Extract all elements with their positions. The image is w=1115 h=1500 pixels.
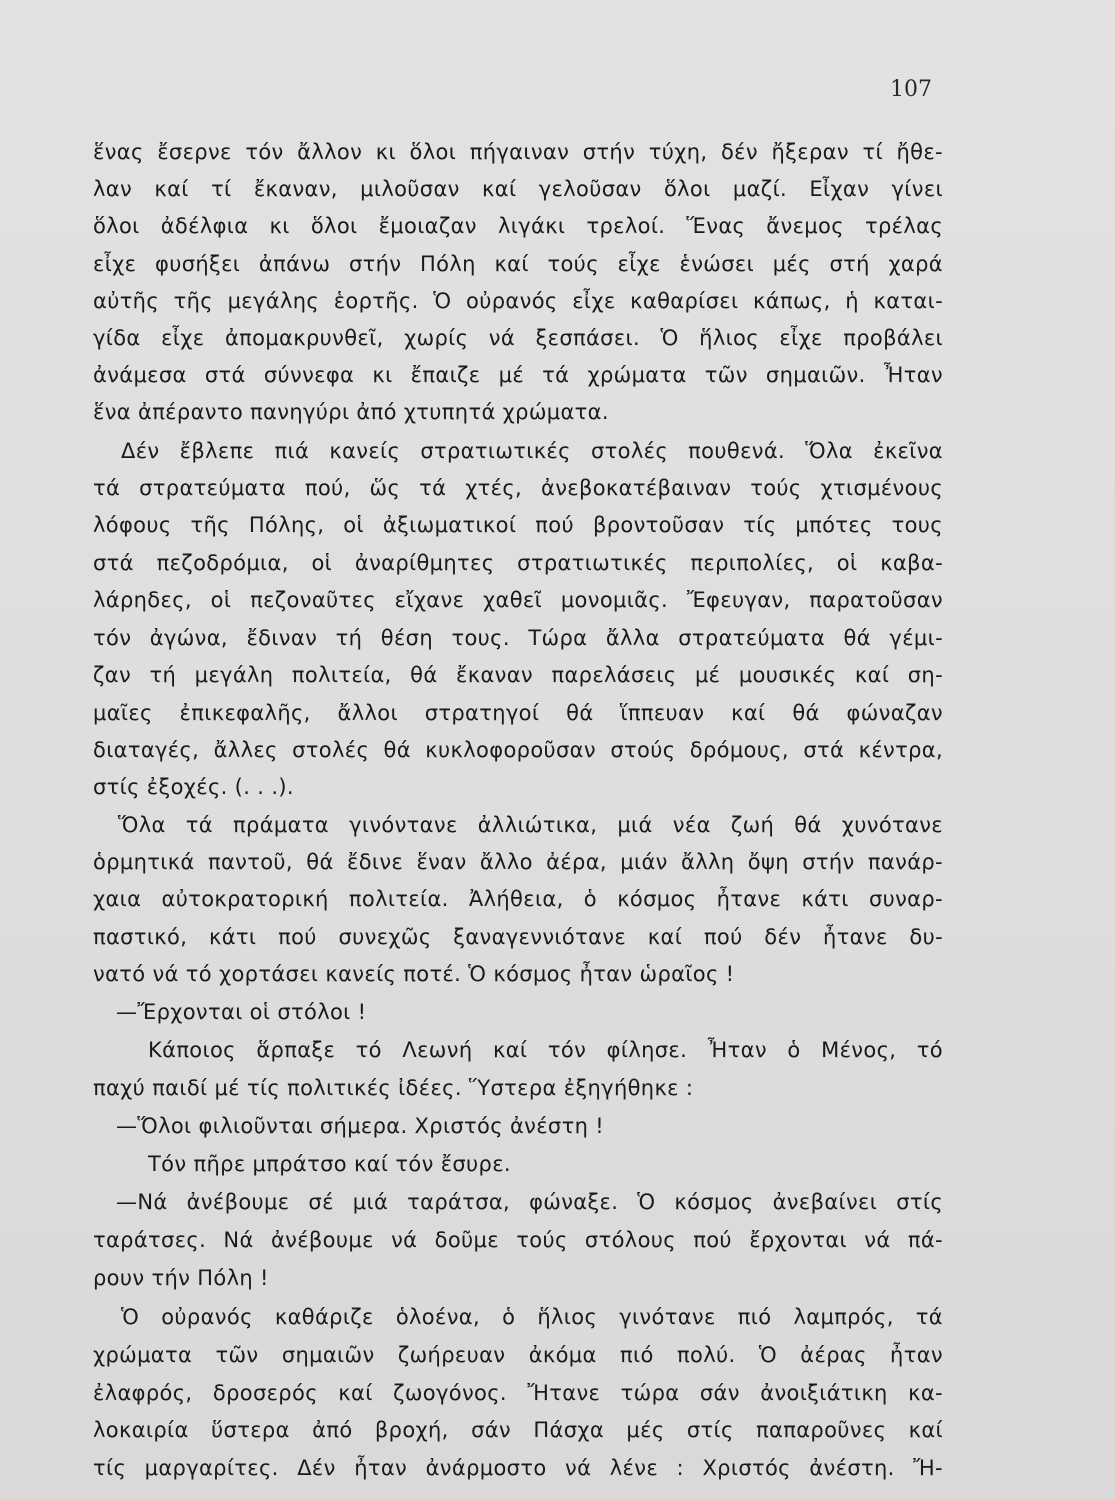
text-line: ἐλαφρός, δροσερός καί ζωογόνος. Ἤτανε τώρα σάν ἀνοιξιάτικη κα- — [93, 1381, 943, 1405]
text-line: χαια αὐτοκρατορική πολιτεία. Ἀλήθεια, ὁ κόσμος ἦτανε κάτι συναρ- — [93, 887, 943, 911]
text-line: νατό νά τό χορτάσει κανείς ποτέ. Ὁ κόσμος ἦταν ὡραῖος ! — [93, 962, 735, 986]
text-line: τίς μαργαρίτες. Δέν ἦταν ἀνάρμοστο νά λένε : Χριστός ἀνέστη. Ἤ- — [93, 1456, 943, 1480]
text-line: διαταγές, ἄλλες στολές θά κυκλοφοροῦσαν στούς δρόμους, στά κέντρα, — [93, 738, 943, 762]
text-line: γίδα εἶχε ἀπομακρυνθεῖ, χωρίς νά ξεσπάσει. Ὁ ἥλιος εἶχε προβάλει — [93, 326, 943, 350]
text-line: λαν καί τί ἔκαναν, μιλοῦσαν καί γελοῦσαν ὅλοι μαζί. Εἶχαν γίνει — [93, 177, 943, 201]
text-line: Ὅλα τά πράματα γινόντανε ἀλλιώτικα, μιά νέα ζωή θά χυνότανε — [118, 813, 943, 837]
text-line: αὐτῆς τῆς μεγάλης ἑορτῆς. Ὁ οὐρανός εἶχε καθαρίσει κάπως, ἡ καται- — [93, 289, 943, 313]
text-line: στά πεζοδρόμια, οἱ ἀναρίθμητες στρατιωτικές περιπολίες, οἱ καβα- — [93, 551, 943, 575]
text-line: χρώματα τῶν σημαιῶν ζωήρευαν ἀκόμα πιό πολύ. Ὁ ἀέρας ἦταν — [93, 1343, 943, 1367]
text-line: ἀνάμεσα στά σύννεφα κι ἔπαιζε μέ τά χρώματα τῶν σημαιῶν. Ἦταν — [93, 363, 943, 387]
text-line: παστικό, κάτι πού συνεχῶς ξαναγεννιότανε καί πού δέν ἦτανε δυ- — [93, 925, 943, 949]
text-line: μαῖες ἐπικεφαλῆς, ἄλλοι στρατηγοί θά ἵππευαν καί θά φώναζαν — [93, 701, 943, 725]
text-line: ἕνας ἔσερνε τόν ἄλλον κι ὅλοι πήγαιναν στήν τύχη, δέν ἤξεραν τί ἤθε- — [93, 140, 943, 164]
text-line: ζαν τή μεγάλη πολιτεία, θά ἔκαναν παρελάσεις μέ μουσικές καί ση- — [93, 663, 943, 687]
text-line: λοκαιρία ὕστερα ἀπό βροχή, σάν Πάσχα μές στίς παπαροῦνες καί — [93, 1418, 943, 1442]
text-line: Ὁ οὐρανός καθάριζε ὁλοένα, ὁ ἥλιος γινότανε πιό λαμπρός, τά — [121, 1305, 943, 1329]
text-line: ρουν τήν Πόλη ! — [93, 1266, 269, 1290]
text-line: —Ὅλοι φιλιοῦνται σήμερα. Χριστός ἀνέστη ! — [116, 1114, 605, 1138]
text-line: παχύ παιδί μέ τίς πολιτικές ἰδέες. Ὕστερα ἐξηγήθηκε : — [93, 1076, 694, 1100]
text-line: τόν ἀγώνα, ἔδιναν τή θέση τους. Τώρα ἄλλα στρατεύματα θά γέμι- — [93, 626, 943, 650]
text-line: Τόν πῆρε μπράτσο καί τόν ἔσυρε. — [148, 1152, 511, 1176]
text-line: λάρηδες, οἱ πεζοναῦτες εἴχανε χαθεῖ μονομιᾶς. Ἔφευγαν, παρατοῦσαν — [93, 588, 943, 612]
text-line: Κάποιος ἅρπαξε τό Λεωνή καί τόν φίλησε. Ἦταν ὁ Μένος, τό — [148, 1038, 943, 1062]
text-line: λόφους τῆς Πόλης, οἱ ἀξιωματικοί πού βροντοῦσαν τίς μπότες τους — [93, 513, 943, 537]
text-line: στίς ἐξοχές. (. . .). — [93, 775, 294, 799]
text-line: εἶχε φυσήξει ἀπάνω στήν Πόλη καί τούς εἶχε ἑνώσει μές στή χαρά — [93, 252, 943, 276]
text-line: Δέν ἔβλεπε πιά κανείς στρατιωτικές στολές πουθενά. Ὅλα ἐκεῖνα — [121, 439, 943, 463]
text-line: ὁρμητικά παντοῦ, θά ἔδινε ἕναν ἄλλο ἀέρα, μιάν ἄλλη ὄψη στήν πανάρ- — [93, 850, 943, 874]
page-number: 107 — [890, 77, 932, 102]
text-line: τά στρατεύματα πού, ὥς τά χτές, ἀνεβοκατέβαιναν τούς χτισμένους — [93, 476, 943, 500]
text-line: —Νά ἀνέβουμε σέ μιά ταράτσα, φώναξε. Ὁ κόσμος ἀνεβαίνει στίς — [116, 1190, 943, 1214]
text-line: ἕνα ἀπέραντο πανηγύρι ἀπό χτυπητά χρώματα. — [93, 400, 609, 424]
text-line: ὅλοι ἀδέλφια κι ὅλοι ἔμοιαζαν λιγάκι τρελοί. Ἕνας ἄνεμος τρέλας — [93, 214, 943, 238]
text-line: —Ἔρχονται οἱ στόλοι ! — [116, 1000, 367, 1024]
text-line: ταράτσες. Νά ἀνέβουμε νά δοῦμε τούς στόλους πού ἔρχονται νά πά- — [93, 1228, 943, 1252]
